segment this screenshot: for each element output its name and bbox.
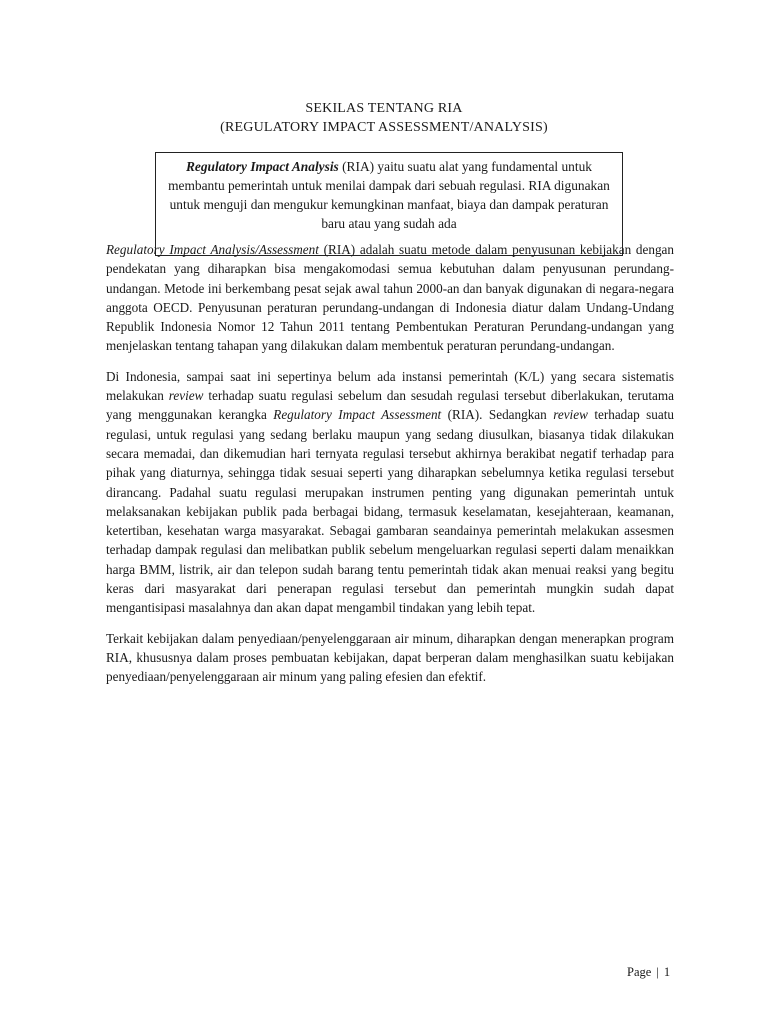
page-footer xyxy=(627,963,670,981)
document-body xyxy=(106,240,674,698)
paragraph-2-part-a: Di Indonesia, sampai saat ini sepertinya belum ada instansi pemerintah (K/L) yang secara sistematis melakukan xyxy=(106,368,674,404)
summary-term: Regulatory Impact Analysis xyxy=(185,159,339,174)
paragraph-2 xyxy=(106,367,674,618)
paragraph-3: Terkait kebijakan dalam penyediaan/penyelenggaraan air minum, diharapkan dengan menerapkan program RIA, khususnya dalam proses pembuatan kebijakan, dapat berperan dalam menghasilkan suatu kebijakan penyediaan/penyelenggaraan air minum yang paling efesien dan efektif. xyxy=(106,630,674,685)
paragraph-2-review-1: review xyxy=(168,388,204,404)
page-separator: | xyxy=(656,965,659,979)
paragraph-1 xyxy=(106,240,674,356)
page-label: Page xyxy=(627,965,652,979)
paragraph-2-part-b: terhadap suatu regulasi sebelum dan sesudah regulasi tersebut diberlakukan, terutama yang menggunakan kerangka xyxy=(106,388,674,423)
paragraph-2-review-2: review xyxy=(553,407,588,423)
title-line-2: (REGULATORY IMPACT ASSESSMENT/ANALYSIS) xyxy=(220,120,548,135)
page-number: 1 xyxy=(663,965,671,979)
summary-text: (RIA) yaitu suatu alat yang fundamental untuk membantu pemerintah untuk menilai dampak dari sebuah regulasi. RIA digunakan untuk menguji dan mengukur kemungkinan manfaat, biaya dan dampak peraturan baru atau yang sudah ada xyxy=(168,159,610,231)
paragraph-2-part-d: terhadap suatu regulasi, untuk regulasi yang sedang berlaku maupun yang sedang diusulkan, biasanya tidak dilakukan secara memadai, dan dikemudian hari ternyata regulasi tersebut akhirnya berakibat negatif terhadap para pihak yang diaturnya, sehingga tidak sesuai seperti yang diharapkan sebelumnya ketika regulasi tersebut dirancang. Padahal suatu regulasi merupakan instrumen penting yang digunakan pemerintah untuk melaksanakan kebijakan publik pada berbagai bidang, termasuk keselamatan, kesejahteraan, keamanan, ketertiban, kesehatan warga masyarakat. Sebagai gambaran seandainya pemerintah melakukan assesmen terhadap dampak regulasi dan melibatkan publik sebelum mengeluarkan regulasi seperti dalam menaikkan harga BMM, listrik, air dan telepon sudah barang tentu pemerintah tidak akan menuai reaksi yang begitu keras dari masyarakat dari penerapan regulasi tersebut dan pemerintah mungkin sudah dapat mengantisipasi masalahnya dan akan dapat mengambil tindakan yang lebih tepat. xyxy=(106,407,674,616)
title-line-1: SEKILAS TENTANG RIA xyxy=(305,101,463,116)
paragraph-2-term: Regulatory Impact Assessment xyxy=(273,407,442,423)
paragraph-2-part-c: (RIA). Sedangkan xyxy=(441,407,554,423)
paragraph-1-term: Regulatory Impact Analysis/Assessment xyxy=(106,242,319,257)
document-title xyxy=(0,99,768,137)
paragraph-1-text: (RIA) adalah suatu metode dalam penyusunan kebijakan dengan pendekatan yang diharapkan bisa mengakomodasi semua kebutuhan dalam penyusunan perundang-undangan. Metode ini berkembang pesat sejak awal tahun 2000-an dan banyak digunakan di negara-negara anggota OECD. Penyusunan peraturan perundang-undangan di Indonesia diatur dalam Undang-Undang Republik Indonesia Nomor 12 Tahun 2011 tentang Pembentukan Peraturan Perundang-undangan yang menjelaskan tentang tahapan yang dilakukan dalam membentuk peraturan perundang-undangan. xyxy=(106,242,674,354)
